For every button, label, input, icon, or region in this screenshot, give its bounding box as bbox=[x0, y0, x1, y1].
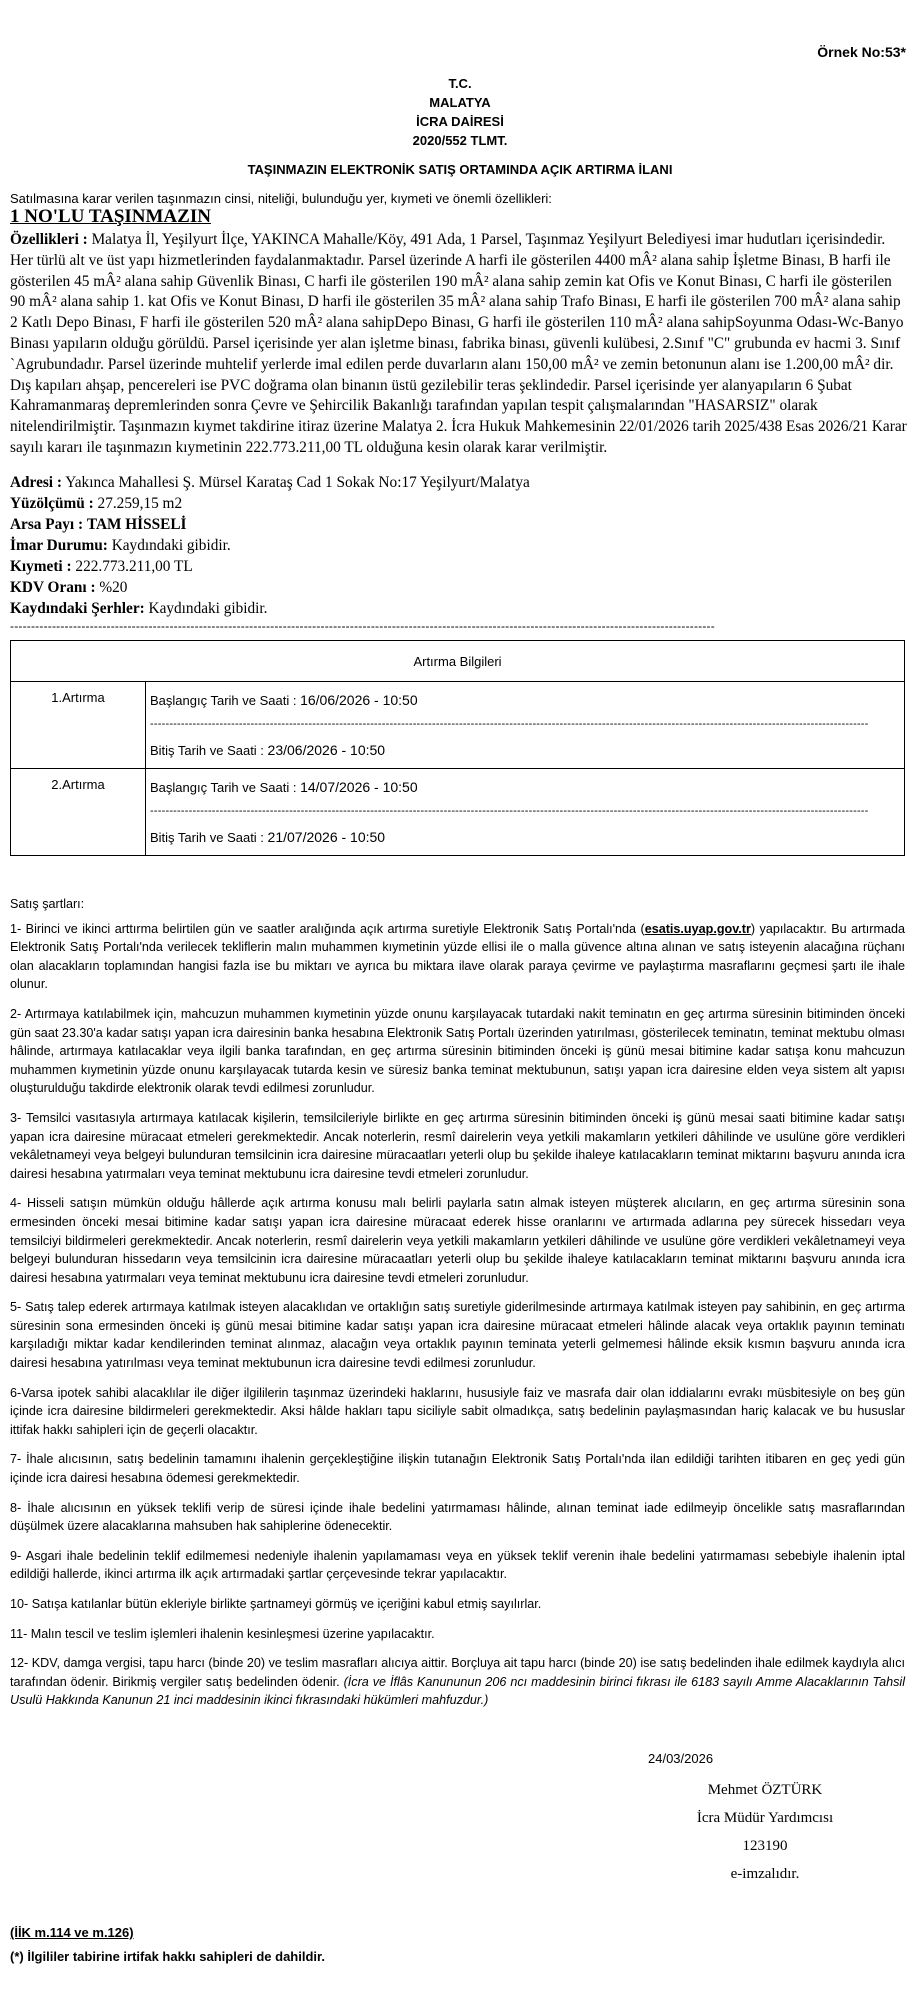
signer-title: İcra Müdür Yardımcısı bbox=[696, 1810, 834, 1826]
ornek-no: Örnek No:53* bbox=[817, 44, 906, 60]
law-reference: (İİK m.114 ve m.126) bbox=[10, 1925, 134, 1940]
condition-8: 8- İhale alıcısının en yüksek teklifi verip de süresi içinde ihale bedelini yatırmaması hâlinde, alınan teminat iade edilmeyip öncelikle satış masraflarından düşülmek üzere alacaklarına mahsuben hak sahiplerine ödenecektir. bbox=[10, 1500, 905, 1534]
auction-row-2 bbox=[11, 769, 905, 856]
adres-row bbox=[10, 472, 530, 493]
auction-end-value-2: 21/07/2026 - 10:50 bbox=[267, 829, 386, 845]
auction-separator-1: ------------------------------------------------------------------------------------------------------------------------------------------------------------------------------------------ bbox=[150, 718, 869, 730]
arsa-payi-row bbox=[10, 514, 530, 535]
condition-1: 1- Birinci ve ikinci arttırma belirtilen gün ve saatler aralığında açık artırma suretiyle Elektronik Satış Portalı'nda (esatis.uyap.gov.tr) yapılacaktır. Bu artırmada Elektronik Satış Portalı'nda verilecek tekliflerin malın muhammen kıymetinin yüzde ellisi ile o malla güvence altına alınan ve satış isteyenin alacağına rüçhanı olan alacakların toplamından hangisi fazla ise bu miktarı ve ayrıca bu miktara ilave olarak paraya çevirme ve paylaştırma masraflarını geçmesi şartı ile ihale olunur. bbox=[10, 921, 905, 992]
imar-row bbox=[10, 535, 530, 556]
signer-sicil: 123190 bbox=[742, 1838, 788, 1854]
condition-9: 9- Asgari ihale bedelinin teklif edilmemesi nedeniyle ihalenin yapılamaması veya en yüksek teklif verenin ihale bedelini yatırmaması sebebiyle ihalenin iptal edildiği hallerde, ikinci artırma ilk açık artırmadaki şartlar çerçevesinde tekrar yapılacaktır. bbox=[10, 1548, 905, 1582]
condition-5: 5- Satış talep ederek artırmaya katılmak isteyen alacaklıdan ve ortaklığın satış suretiyle giderilmesinde artırmaya katılmak isteyen pay sahibinin, en geç artırma süresinin sona ermesinden önceki iş günü mesai bitimine kadar satışı yapan icra dairesine müracaat etmeleri hâlinde alacak veya ortaklık payının teminatı karşıladığı miktar kadar kendilerinden teminat alınmaz, alacağın veya ortaklık payının teminata yeterli gelmemesi hâlinde eksik kısmın başvuru anında icra dairesi hesabına yatırılması veya teminat mektubunun icra dairesine tevdi edilmesi zorunludur. bbox=[10, 1300, 905, 1371]
condition-3: 3- Temsilci vasıtasıyla artırmaya katılacak kişilerin, temsilcileriyle birlikte en geç artırma süresinin bitiminden önceki iş günü mesai saati bitimine kadar satışı yapan icra dairesine müracaat etmeleri gerekmektedir. Ancak noterlerin, resmî dairelerin veya yetkili makamların yetkileri dâhilinde ve usulüne göre verdikleri vekâletnameyi veya belgeyi bulunduran temsilcinin icra dairesine müracaatları yeterli olup bu şekilde ihaleye katılacakların teminat miktarını başvuru anında icra dairesi hesabına yatırmaları veya teminat mektubunu icra dairesine tevdi etmeleri zorunludur. bbox=[10, 1110, 905, 1181]
auction-start-value-1: 16/06/2026 - 10:50 bbox=[300, 692, 418, 708]
header-city: MALATYA bbox=[429, 95, 491, 110]
sale-conditions bbox=[10, 895, 905, 1721]
announcement-title: TAŞINMAZIN ELEKTRONİK SATIŞ ORTAMINDA AÇIK ARTIRMA İLANI bbox=[247, 162, 673, 177]
auction-row-1 bbox=[11, 682, 905, 769]
kdv-row bbox=[10, 577, 530, 598]
property-fields bbox=[10, 472, 530, 619]
header-tc: T.C. bbox=[448, 76, 472, 91]
ozellikler-text: Malatya İl, Yeşilyurt İlçe, YAKINCA Mahalle/Köy, 491 Ada, 1 Parsel, Taşınmaz Yeşilyurt Belediyesi imar hudutları içerisindedir. Her türlü alt ve üst yapı hizmetlerinden faydalanmaktadır. Parsel üzerinde A harfi ile gösterilen 4400 mÂ² alana sahip İşletme Binası, B harfi ile gösterilen 45 mÂ² alana sahip Güvenlik Binası, C harfi ile gösterilen 190 mÂ² alana sahip zemin kat Ofis ve Konut Binası, C harfi ile gösterilen 90 mÂ² alana sahip 1. kat Ofis ve Konut Binası, D harfi ile gösterilen 35 mÂ² alana sahip Trafo Binası, E harfi ile gösterilen 700 mÂ² alana sahip 2 Katlı Depo Binası, F harfi ile gösterilen 520 mÂ² alana sahipDepo Binası, G harfi ile gösterilen 110 mÂ² alana sahipSoyunma Odası-Wc-Banyo Binası yapıların olduğu görüldü. Parsel içerisinde yer alan işletme binası, fabrika binası, güvenli kulübesi, 2.Sınıf "C" grubunda ev hacmi 3. Sınıf `Agrubundadır. Parsel üzerinde muhtelif yerlerde imal edilen perde duvarların alanı 150,00 mÂ² ve zemin betonunun alanı ise 1.200,00 mÂ² dir. Dış kapıları ahşap, pencereleri ise PVC doğrama olan binanın üstü gezilebilir teras şeklindedir. Parsel içerisinde yer alanyapıların 6 Şubat Kahramanmaraş depremlerinden sonra Çevre ve Şehircilik Bakanlığı tarafından yapılan tespit çalışmalarından "HASARSIZ" olarak nitelendirilmiştir. Taşınmazın kıymet takdirine itiraz üzerine Malatya 2. İcra Hukuk Mahkemesinin 22/01/2026 tarih 2025/438 Esas 2026/21 Karar sayılı kararı ile taşınmazın kıymetinin 222.773.211,00 TL olduğuna kesin olarak karar verilmiştir. bbox=[10, 231, 907, 456]
auction-start-value-2: 14/07/2026 - 10:50 bbox=[300, 779, 418, 795]
auction-label-1: 1.Artırma bbox=[11, 682, 146, 769]
arsa-payi-value: TAM HİSSELİ bbox=[86, 516, 187, 533]
condition-6: 6-Varsa ipotek sahibi alacaklılar ile diğer ilgililerin taşınmaz üzerindeki haklarını, hususiyle faiz ve masrafa dair olan iddialarını evrakı müsbitesiyle on beş gün içinde icra dairesine bildirmeleri gerekmektedir. Aksi hâlde hakları tapu siciliyle sabit olmadıkça, satış bedelinin paylaşmasından hariç kalacak ve bu hususlar ittifak hakkı sahipleri için de geçerli olacaktır. bbox=[10, 1385, 905, 1437]
condition-2: 2- Artırmaya katılabilmek için, mahcuzun muhammen kıymetinin yüzde onunu karşılayacak tutardaki nakit teminatın en geç artırma süresinin bitiminden önceki gün saat 23.30'a kadar satışı yapan icra dairesinin banka hesabına Elektronik Satış Portalı üzerinden yatırılması, gösterilecek teminatın, teminat mektubu olması hâlinde, artırmaya katılacaklar veya ilgili banka tarafından, en geç artırma süresinin bitiminden önceki iş günü mesai bitimine kadar satışa konu mahcuzun muhammen kıymetinin yüzde onunu karşılayacak tutarda kesin ve süresiz banka teminat mektubunun, satışı yapan icra dairesine elden veya sistem alt yapısı oluşturulduğu takdirde elektronik olarak tevdi edilmesi zorunludur. bbox=[10, 1006, 905, 1096]
kdv-value: %20 bbox=[99, 579, 128, 596]
auction-end-value-1: 23/06/2026 - 10:50 bbox=[267, 742, 386, 758]
serhler-row bbox=[10, 598, 530, 619]
kiymeti-label: Kıymeti : bbox=[10, 558, 72, 575]
condition-10: 10- Satışa katılanlar bütün ekleriyle birlikte şartnameyi görmüş ve içeriğini kabul etmiş sayılırlar. bbox=[10, 1597, 542, 1611]
intro-text: Satılmasına karar verilen taşınmazın cinsi, niteliği, bulunduğu yer, kıymeti ve önemli özellikleri: bbox=[10, 191, 552, 206]
auction-info-title: Artırma Bilgileri bbox=[11, 641, 905, 682]
document-date: 24/03/2026 bbox=[648, 1751, 714, 1766]
auction-start-2: Başlangıç Tarih ve Saati : 14/07/2026 - 10:50 bbox=[150, 779, 418, 795]
esatis-link[interactable]: esatis.uyap.gov.tr bbox=[644, 921, 751, 936]
auction-end-2: Bitiş Tarih ve Saati : 21/07/2026 - 10:50 bbox=[150, 829, 386, 845]
sale-conditions-title: Satış şartları: bbox=[10, 897, 85, 911]
condition-12: 12- KDV, damga vergisi, tapu harcı (binde 20) ve teslim masrafları alıcıya aittir. Borçluya ait tapu harcı (binde 20) ise satış bedelinden ihale edilmek kaydıyla alıcı tarafından ödenir. Birikmiş vergiler satış bedelinden ödenir. (İcra ve İflâs Kanununun 206 ncı maddesinin birinci fıkrası ile 6183 sayılı Amme Alacaklarının Tahsil Usulü Hakkında Kanunun 21 inci maddesinin ikinci fıkrasındaki hükümleri mahfuzdur.) bbox=[10, 1656, 905, 1708]
serhler-label: Kaydındaki Şerhler: bbox=[10, 600, 145, 617]
kdv-label: KDV Oranı : bbox=[10, 579, 96, 596]
footnote: (*) İlgililer tabirine irtifak hakkı sahipleri de dahildir. bbox=[10, 1949, 325, 1964]
property-title: 1 NO'LU TAŞINMAZIN bbox=[10, 206, 211, 227]
header-file-no: 2020/552 TLMT. bbox=[412, 133, 508, 148]
imar-label: İmar Durumu: bbox=[10, 537, 108, 554]
imar-value: Kaydındaki gibidir. bbox=[111, 537, 231, 554]
yuzolcumu-label: Yüzölçümü : bbox=[10, 495, 94, 512]
yuzolcumu-row bbox=[10, 493, 530, 514]
separator-line: ------------------------------------------------------------------------------------------------------------------------------------------------------------------------ bbox=[10, 619, 715, 633]
auction-separator-2: ------------------------------------------------------------------------------------------------------------------------------------------------------------------------------------------ bbox=[150, 805, 869, 817]
condition-12-italic: (İcra ve İflâs Kanununun 206 ncı maddesinin birinci fıkrası ile 6183 sayılı Amme Alacaklarının Tahsil Usulü Hakkında Kanunun 21 inci maddesinin ikinci fıkrasındaki hükümleri mahfuzdur.) bbox=[10, 1674, 905, 1708]
property-description bbox=[10, 230, 908, 459]
header-office: İCRA DAİRESİ bbox=[416, 114, 504, 129]
adres-label: Adresi : bbox=[10, 474, 62, 491]
signer-name: Mehmet ÖZTÜRK bbox=[707, 1782, 823, 1798]
e-signature-note: e-imzalıdır. bbox=[730, 1866, 800, 1882]
auction-info-table bbox=[10, 640, 905, 856]
condition-11: 11- Malın tescil ve teslim işlemleri ihalenin kesinleşmesi üzerine yapılacaktır. bbox=[10, 1626, 435, 1641]
kiymeti-row bbox=[10, 556, 530, 577]
condition-7: 7- İhale alıcısının, satış bedelinin tamamını ihalenin gerçekleştiğine ilişkin tutanağın Elektronik Satış Portalı'nda ilan edildiği tarihten itibaren en geç yedi gün içinde icra dairesi hesabına ödemesi gerekmektedir. bbox=[10, 1452, 905, 1486]
auction-end-1: Bitiş Tarih ve Saati : 23/06/2026 - 10:50 bbox=[150, 742, 386, 758]
ozellikler-label: Özellikleri : bbox=[10, 231, 88, 248]
serhler-value: Kaydındaki gibidir. bbox=[148, 600, 268, 617]
kiymeti-value: 222.773.211,00 TL bbox=[75, 558, 193, 575]
arsa-payi-label: Arsa Payı : bbox=[10, 516, 84, 533]
yuzolcumu-value: 27.259,15 m2 bbox=[97, 495, 183, 512]
condition-4: 4- Hisseli satışın mümkün olduğu hâllerde açık artırma konusu malı belirli paylarla satın almak isteyen müşterek alıcıların, en geç artırma süresinin sona ermesinden önceki mesai bitimine kadar satışı yapan icra dairesine müracaat ederek hisse oranlarını ve artırmada adlarına pey sürecek hissedarı veya temsilciyi bildirmeleri gerekmektedir. Ancak noterlerin, resmî dairelerin veya yetkili makamların yetkileri dâhilinde ve usulüne göre verdikleri vekâletnameyi veya belgeyi bulunduran hissedarın veya temsilcinin icra dairesine müracaatları yeterli olup bu şekilde ihaleye katılacakların teminat miktarını başvuru anında icra dairesi hesabına yatırmaları veya teminat mektubunu icra dairesine tevdi etmeleri zorunludur. bbox=[10, 1196, 905, 1285]
adres-value: Yakınca Mahallesi Ş. Mürsel Karataş Cad 1 Sokak No:17 Yeşilyurt/Malatya bbox=[65, 474, 530, 491]
auction-start-1: Başlangıç Tarih ve Saati : 16/06/2026 - 10:50 bbox=[150, 692, 418, 708]
auction-label-2: 2.Artırma bbox=[11, 769, 146, 856]
document-header bbox=[10, 74, 910, 150]
